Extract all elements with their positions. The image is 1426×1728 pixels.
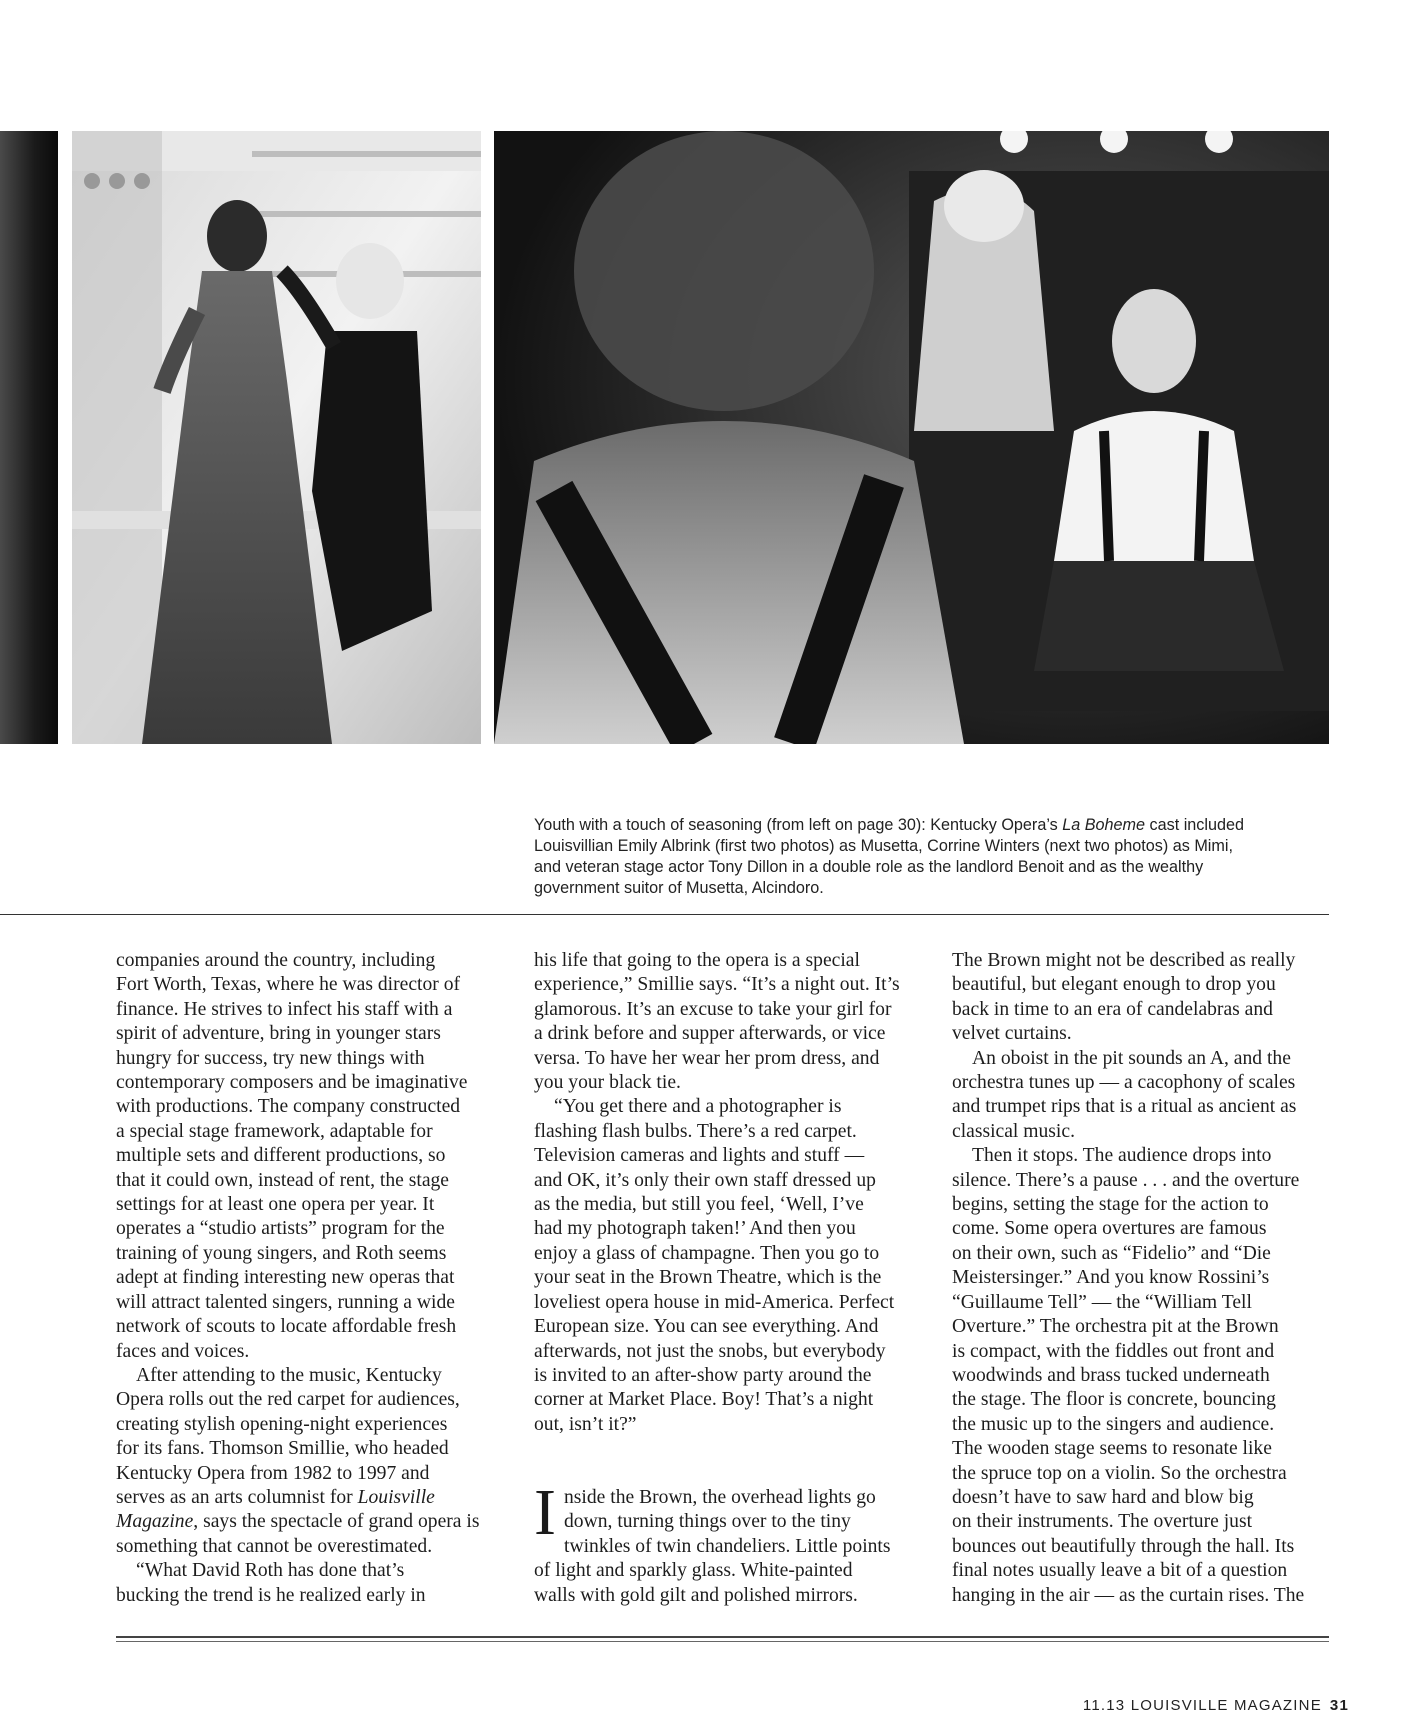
text-line: had my photograph taken!’ And then you: [534, 1218, 856, 1240]
text-line: a drink before and supper afterwards, or vice: [534, 1023, 886, 1045]
text-line: Fort Worth, Texas, where he was director of: [116, 974, 461, 996]
text-line: Magazine, says the spectacle of grand opera is: [116, 1511, 480, 1533]
text-line: with productions. The company constructed: [116, 1096, 461, 1118]
text-line: flashing flash bulbs. There’s a red carpet.: [534, 1120, 857, 1142]
text-line: loveliest opera house in mid-America. Perfect: [534, 1291, 895, 1313]
photo-makeup-mirror: [494, 131, 1329, 744]
footer-rule: [116, 1636, 1329, 1638]
text-line: Meistersinger.” And you know Rossini’s: [952, 1267, 1270, 1289]
text-line: training of young singers, and Roth seems: [116, 1242, 447, 1264]
magazine-title: Magazine: [116, 1511, 194, 1533]
drop-cap: I: [534, 1475, 556, 1549]
text-line: settings for at least one opera per year. It: [116, 1194, 435, 1216]
text-line: Then it stops. The audience drops into: [972, 1145, 1272, 1167]
text-line: corner at Market Place. Boy! That’s a night: [534, 1389, 874, 1411]
text-line: velvet curtains.: [952, 1023, 1072, 1045]
text-line: down, turning things over to the tiny: [564, 1511, 851, 1533]
text-line: network of scouts to locate affordable fresh: [116, 1316, 457, 1338]
text-line: “What David Roth has done that’s: [136, 1560, 405, 1582]
text-line: on their instruments. The overture just: [952, 1511, 1253, 1533]
text-line: The Brown might not be described as really: [952, 950, 1296, 971]
text-line: adept at finding interesting new operas that: [116, 1267, 455, 1289]
text-line: something that cannot be overestimated.: [116, 1535, 433, 1557]
text-line: faces and voices.: [116, 1340, 250, 1362]
text-line: doesn’t have to saw hard and blow big: [952, 1486, 1254, 1508]
text-line: experience,” Smillie says. “It’s a night out. It’s: [534, 974, 900, 996]
photo-dressing-room: [72, 131, 481, 744]
text-line: the spruce top on a violin. So the orchestra: [952, 1462, 1287, 1484]
text-line: the stage. The floor is concrete, bouncing: [952, 1389, 1276, 1411]
text-line: for its fans. Thomson Smillie, who headed: [116, 1438, 449, 1460]
text-line: that it could own, instead of rent, the stage: [116, 1169, 450, 1191]
text-line: finance. He strives to infect his staff with a: [116, 998, 453, 1020]
text-line: woodwinds and brass tucked underneath: [952, 1364, 1270, 1386]
text-line: a special stage framework, adaptable for: [116, 1120, 433, 1142]
photo-edge-continued: [0, 131, 58, 744]
text-line: operates a “studio artists” program for the: [116, 1218, 445, 1240]
text-line: twinkles of twin chandeliers. Little points: [564, 1535, 891, 1557]
text-line: multiple sets and different productions, so: [116, 1145, 446, 1167]
text-line: as the media, but still you feel, ‘Well, I’ve: [534, 1194, 864, 1216]
caption-line-3: and veteran stage actor Tony Dillon in a double role as the landlord Benoit and as the wealthy: [534, 858, 1204, 876]
issue-label: 11.13 LOUISVILLE MAGAZINE: [1082, 1697, 1322, 1714]
text-line: “You get there and a photographer is: [554, 1096, 842, 1118]
text-line: hanging in the air — as the curtain rises. The: [952, 1584, 1305, 1606]
text-line: orchestra tunes up — a cacophony of scales: [952, 1072, 1296, 1094]
text-line: Kentucky Opera from 1982 to 1997 and: [116, 1462, 430, 1484]
text-line: An oboist in the pit sounds an A, and the: [972, 1047, 1291, 1069]
section-gap: [534, 1437, 914, 1486]
text-line: “Guillaume Tell” — the “William Tell: [952, 1291, 1252, 1313]
text-line: spirit of adventure, bring in younger stars: [116, 1023, 441, 1045]
text-line: Television cameras and lights and stuff —: [534, 1145, 865, 1167]
text-line: you your black tie.: [534, 1072, 681, 1094]
text-line: versa. To have her wear her prom dress, and: [534, 1047, 880, 1069]
text-line: final notes usually leave a bit of a question: [952, 1560, 1288, 1582]
page-number: 31: [1329, 1697, 1349, 1714]
article-column-2: [534, 949, 914, 1608]
text-line: is invited to an after-show party around the: [534, 1364, 872, 1386]
caption-opera-title: La Boheme: [1062, 816, 1146, 834]
text-line: enjoy a glass of champagne. Then you go to: [534, 1242, 880, 1264]
text-line: on their own, such as “Fidelio” and “Die: [952, 1242, 1271, 1264]
text-line: The wooden stage seems to resonate like: [952, 1438, 1272, 1460]
text-line: his life that going to the opera is a special: [534, 950, 860, 971]
text-line: of light and sparkly glass. White-painted: [534, 1560, 853, 1582]
text-line: and OK, it’s only their own staff dressed up: [534, 1169, 876, 1191]
text-line: Opera rolls out the red carpet for audiences,: [116, 1389, 460, 1411]
text-line: glamorous. It’s an excuse to take your girl for: [534, 998, 892, 1020]
text-line: creating stylish opening-night experiences: [116, 1413, 448, 1435]
text-line: your seat in the Brown Theatre, which is the: [534, 1267, 882, 1289]
text-line: bucking the trend is he realized early in: [116, 1584, 426, 1606]
text-line: come. Some opera overtures are famous: [952, 1218, 1267, 1240]
text-line: Overture.” The orchestra pit at the Brown: [952, 1316, 1279, 1338]
text-line: bounces out beautifully through the hall. Its: [952, 1535, 1295, 1557]
text-line: companies around the country, including: [116, 950, 436, 971]
footer-rule-thin: [116, 1641, 1329, 1642]
text-line: silence. There’s a pause . . . and the overture: [952, 1169, 1300, 1191]
text-line: begins, setting the stage for the action to: [952, 1194, 1269, 1216]
caption-line-1: Youth with a touch of seasoning (from left on page 30): Kentucky Opera’s La Boheme cast included: [534, 816, 1244, 834]
article-column-3: [952, 949, 1332, 1608]
text-line: afterwards, not just the snobs, but everybody: [534, 1340, 886, 1362]
photo-caption: [534, 815, 1329, 899]
text-line: out, isn’t it?”: [534, 1413, 637, 1435]
text-line: I nside the Brown, the overhead lights go: [534, 1475, 876, 1549]
text-line: is compact, with the fiddles out front and: [952, 1340, 1275, 1362]
caption-line-4: government suitor of Musetta, Alcindoro.: [534, 879, 824, 897]
text-line: the music up to the singers and audience.: [952, 1413, 1275, 1435]
article-column-1: [116, 949, 496, 1608]
text-line: will attract talented singers, running a wide: [116, 1291, 455, 1313]
text-line: hungry for success, try new things with: [116, 1047, 425, 1069]
text-line: beautiful, but elegant enough to drop you: [952, 974, 1276, 996]
text-line: classical music.: [952, 1120, 1075, 1142]
text-line: After attending to the music, Kentucky: [136, 1364, 442, 1386]
caption-line-2: Louisvillian Emily Albrink (first two photos) as Musetta, Corrine Winters (next two photos) as Mimi,: [534, 837, 1233, 855]
page-folio: [1083, 1697, 1349, 1714]
text-line: back in time to an era of candelabras and: [952, 998, 1273, 1020]
text-line: and trumpet rips that is a ritual as ancient as: [952, 1096, 1297, 1118]
text-line: walls with gold gilt and polished mirrors.: [534, 1584, 858, 1606]
caption-divider: [0, 914, 1329, 915]
text-line: European size. You can see everything. And: [534, 1316, 879, 1338]
text-line: serves as an arts columnist for Louisville: [116, 1486, 435, 1508]
text-line: contemporary composers and be imaginative: [116, 1072, 468, 1094]
magazine-title: Louisville: [357, 1486, 435, 1508]
